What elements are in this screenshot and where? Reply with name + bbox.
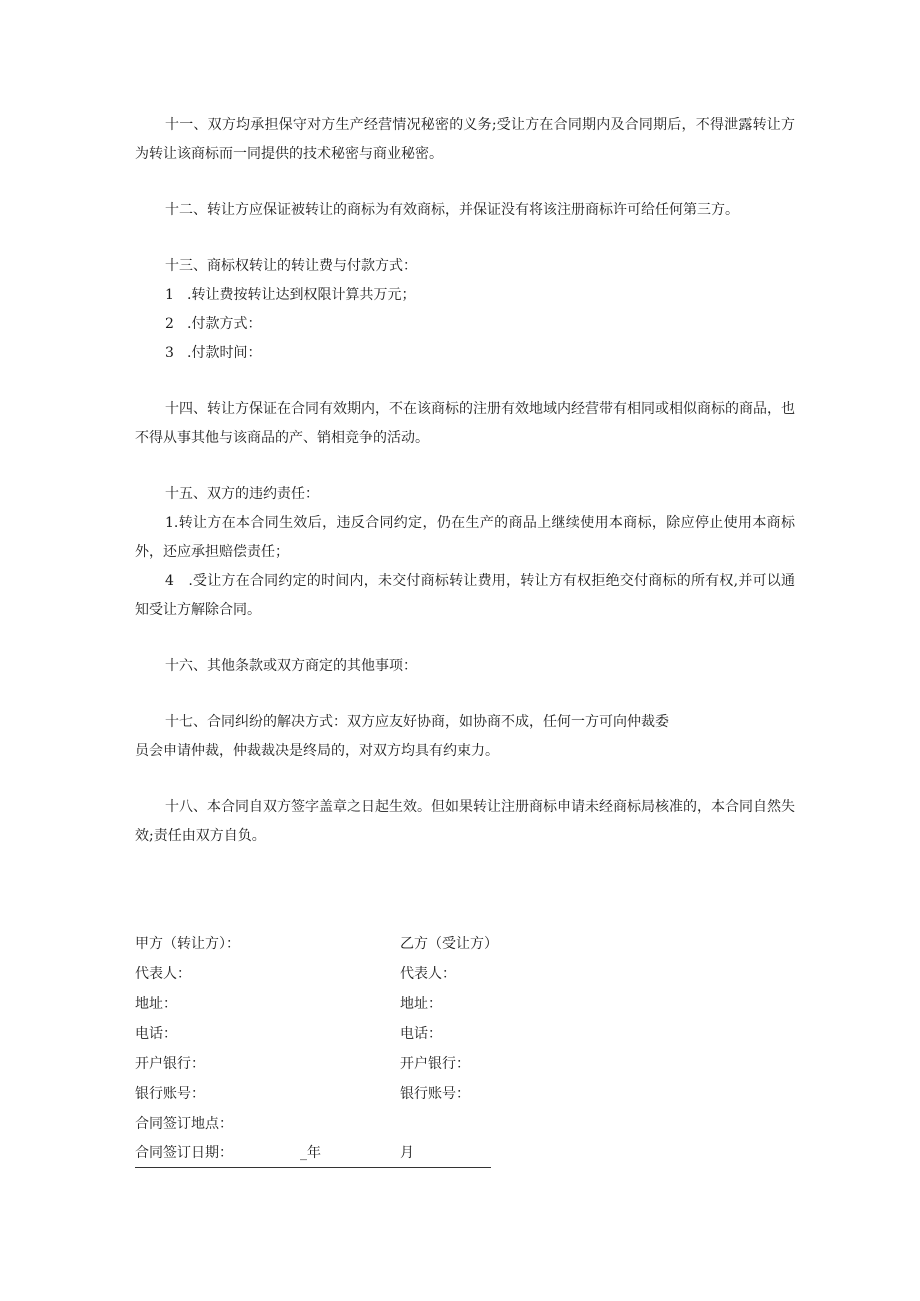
rep-b-label: 代表人： [400,966,456,982]
tel-a-label: 电话： [135,1026,177,1042]
account-row [135,1079,495,1109]
rep-a-label: 代表人： [135,966,191,982]
clause-12: 十二、转让方应保证被转让的商标为有效商标，并保证没有将该注册商标许可给任何第三方。 [165,202,739,218]
bank-row [135,1049,495,1079]
phone-row [135,1019,495,1049]
clause-15-title: 十五、双方的违约责任： [165,486,319,502]
date-row [135,1139,491,1168]
addr-a-label: 地址： [135,996,177,1012]
clauses-section [135,111,795,851]
clause-18: 十八、本合同自双方签字盖章之日起生效。但如果转让注册商标申请未经商标局核准的，本合同自然失效;责任由双方自负。 [135,799,795,844]
bank-b-label: 开户银行： [400,1056,470,1072]
party-row [135,929,498,959]
place-row [135,1109,495,1139]
party-a-label: 甲方（转让方）： [135,936,240,952]
clause-13-item: 2 .付款方式： [165,316,262,332]
clause-15-item-2: 4 .受让方在合同约定的时间内，未交付商标转让费用，转让方有权拒绝交付商标的所有权,并可以通知受让方解除合同。 [135,573,795,618]
tel-b-label: 电话： [400,1026,442,1042]
clause-13-item: 3 .付款时间： [165,345,262,361]
date-year-label: _年 [300,1145,321,1161]
party-b-label: 乙方（受让方） [400,936,498,952]
clause-17-line-2: 员会申请仲裁，仲裁裁决是终局的，对双方均具有约束力。 [135,743,499,759]
clause-15-item-1: 1.转让方在本合同生效后，违反合同约定，仍在生产的商品上继续使用本商标，除应停止使用本商标外，还应承担赔偿责任； [135,515,795,560]
acct-a-label: 银行账号： [135,1086,205,1102]
date-month-label: 月 [400,1145,414,1161]
signature-block [135,929,498,1168]
clause-17-line-1: 十七、合同纠纷的解决方式：双方应友好协商，如协商不成，任何一方可向仲裁委 [165,714,669,730]
signing-date-label: 合同签订日期： [135,1145,233,1161]
clause-14: 十四、转让方保证在合同有效期内，不在该商标的注册有效地域内经营带有相同或相似商标的商品，也不得从事其他与该商品的产、销相竞争的活动。 [135,401,795,446]
clause-16: 十六、其他条款或双方商定的其他事项： [165,658,417,674]
clause-11: 十一、双方均承担保守对方生产经营情况秘密的义务;受让方在合同期内及合同期后，不得泄露转让方为转让该商标而一同提供的技术秘密与商业秘密。 [135,117,795,162]
clause-13-title: 十三、商标权转让的转让费与付款方式： [165,258,417,274]
bank-a-label: 开户银行： [135,1056,205,1072]
clause-13-item: 1 .转让费按转让达到权限计算共万元； [165,287,416,303]
signing-place-label: 合同签订地点： [135,1116,233,1132]
address-row [135,989,495,1019]
acct-b-label: 银行账号： [400,1086,470,1102]
addr-b-label: 地址： [400,996,442,1012]
representative-row [135,959,495,989]
